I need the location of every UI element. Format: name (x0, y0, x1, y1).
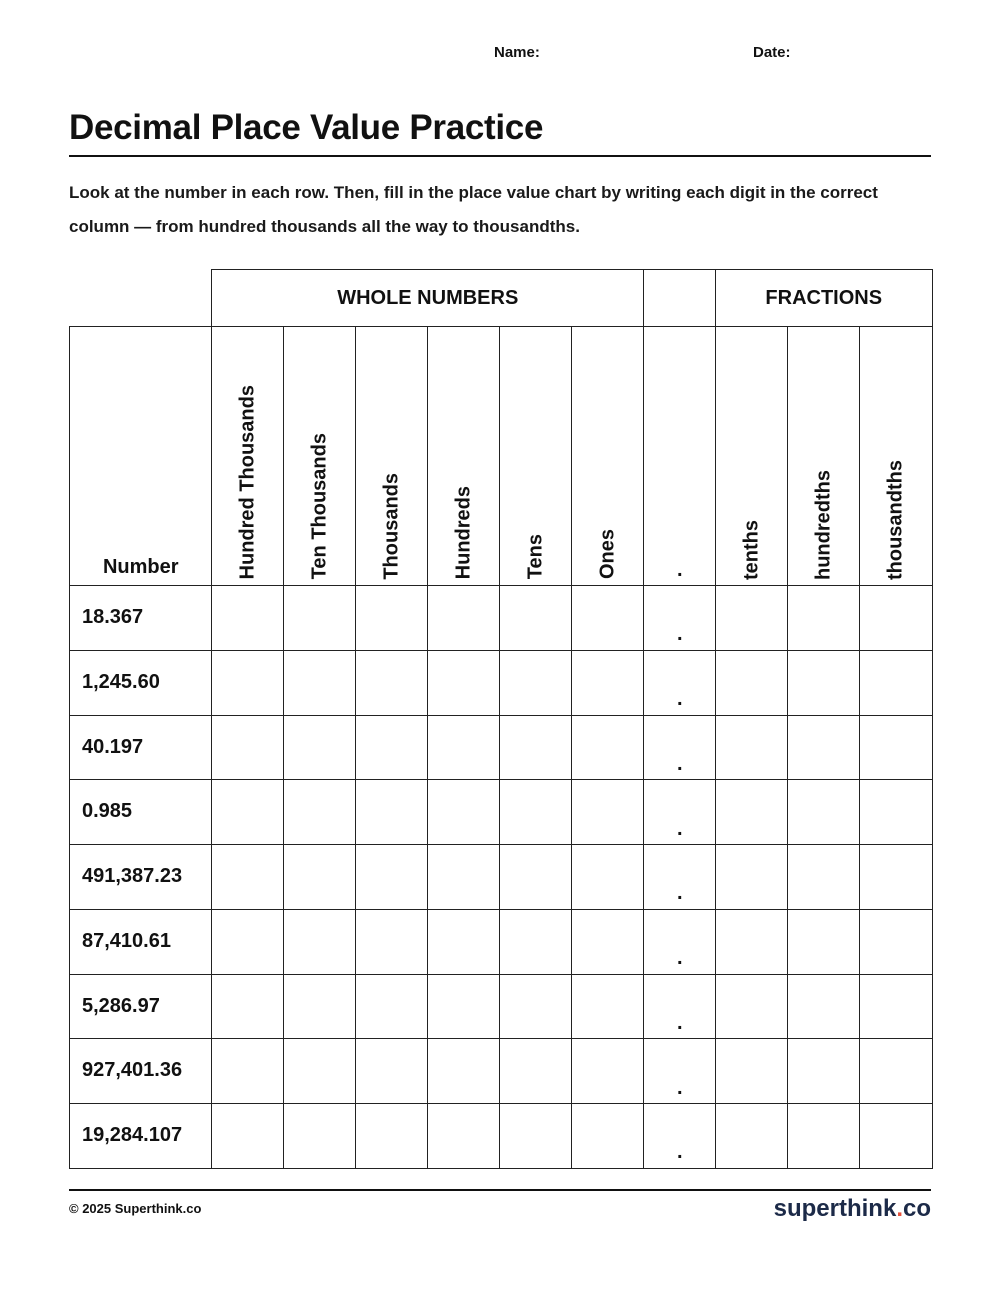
answer-cell[interactable] (211, 715, 285, 781)
answer-cell[interactable] (283, 585, 357, 651)
answer-cell[interactable] (355, 650, 429, 716)
answer-cell[interactable] (499, 844, 573, 910)
column-header-label: Ten Thousands (308, 433, 331, 580)
title-divider (69, 155, 931, 157)
answer-cell[interactable] (859, 1103, 933, 1169)
brand-dot: . (896, 1195, 903, 1222)
answer-cell[interactable] (499, 585, 573, 651)
answer-cell[interactable] (715, 1038, 789, 1104)
answer-cell[interactable] (787, 650, 861, 716)
answer-cell[interactable] (211, 909, 285, 975)
decimal-point-symbol: . (676, 623, 683, 646)
answer-cell[interactable] (715, 1103, 789, 1169)
answer-cell[interactable] (499, 650, 573, 716)
column-header-tenths (715, 326, 789, 587)
answer-cell[interactable] (571, 909, 645, 975)
column-header-label: Hundreds (452, 486, 475, 580)
answer-cell[interactable] (355, 909, 429, 975)
answer-cell[interactable] (715, 779, 789, 845)
answer-cell[interactable] (715, 974, 789, 1040)
column-header-label: tenths (740, 519, 763, 580)
decimal-point-cell (643, 1103, 717, 1169)
row-number-cell: 1,245.60 (69, 650, 213, 716)
column-header-ten-thousands (283, 326, 357, 587)
answer-cell[interactable] (211, 974, 285, 1040)
whole-numbers-group-header: WHOLE NUMBERS (211, 269, 645, 328)
column-header-label: thousandths (884, 459, 907, 580)
decimal-point-symbol: . (676, 752, 683, 775)
answer-cell[interactable] (787, 585, 861, 651)
row-number-cell: 40.197 (69, 715, 213, 781)
column-header-hundredths (787, 326, 861, 587)
row-number-cell: 0.985 (69, 779, 213, 845)
answer-cell[interactable] (571, 585, 645, 651)
answer-cell[interactable] (499, 779, 573, 845)
copyright-text: © 2025 Superthink.co (69, 1201, 202, 1216)
answer-cell[interactable] (211, 650, 285, 716)
instructions-text: Look at the number in each row. Then, fill in the place value chart by writing each digit in the correct column — from hundred thousands all the way to thousandths. (69, 183, 878, 236)
decimal-point-symbol: . (676, 947, 683, 969)
answer-cell[interactable] (571, 650, 645, 716)
answer-cell[interactable] (715, 844, 789, 910)
column-header-hundred-thousands (211, 326, 285, 587)
decimal-point-cell (643, 844, 717, 910)
fractions-group-header: FRACTIONS (715, 269, 933, 328)
answer-cell[interactable] (211, 585, 285, 651)
column-header-label: Hundred Thousands (236, 385, 259, 580)
answer-cell[interactable] (715, 585, 789, 651)
answer-cell[interactable] (211, 1038, 285, 1104)
answer-cell[interactable] (355, 844, 429, 910)
answer-cell[interactable] (355, 974, 429, 1040)
decimal-point-symbol: . (676, 817, 683, 840)
decimal-point-symbol: . (676, 688, 683, 710)
answer-cell[interactable] (211, 844, 285, 910)
brand-name: superthink (773, 1195, 897, 1222)
answer-cell[interactable] (859, 1038, 933, 1104)
column-header-thousands (355, 326, 429, 587)
answer-cell[interactable] (355, 715, 429, 781)
answer-cell[interactable] (571, 1103, 645, 1169)
answer-cell[interactable] (427, 1038, 501, 1104)
answer-cell[interactable] (787, 715, 861, 781)
answer-cell[interactable] (427, 909, 501, 975)
row-number-cell: 927,401.36 (69, 1038, 213, 1104)
answer-cell[interactable] (427, 585, 501, 651)
decimal-point-cell (643, 650, 717, 716)
answer-cell[interactable] (499, 1103, 573, 1169)
row-number-cell: 87,410.61 (69, 909, 213, 975)
column-header-ones (571, 326, 645, 587)
page-title: Decimal Place Value Practice (69, 108, 544, 147)
decimal-point-symbol: . (676, 558, 683, 581)
answer-cell[interactable] (427, 1103, 501, 1169)
date-label: Date: (753, 44, 791, 61)
column-header-label: Ones (596, 529, 619, 580)
answer-cell[interactable] (859, 779, 933, 845)
column-header-label: hundredths (812, 469, 835, 580)
answer-cell[interactable] (787, 844, 861, 910)
decimal-point-cell (643, 909, 717, 975)
answer-cell[interactable] (571, 779, 645, 845)
answer-cell[interactable] (355, 585, 429, 651)
answer-cell[interactable] (355, 779, 429, 845)
column-header-label: Thousands (380, 472, 403, 580)
answer-cell[interactable] (571, 974, 645, 1040)
row-number-cell: 491,387.23 (69, 844, 213, 910)
answer-cell[interactable] (211, 779, 285, 845)
answer-cell[interactable] (211, 1103, 285, 1169)
decimal-point-symbol: . (676, 882, 683, 905)
answer-cell[interactable] (283, 715, 357, 781)
answer-cell[interactable] (427, 779, 501, 845)
decimal-point-symbol: . (676, 1141, 683, 1164)
answer-cell[interactable] (859, 650, 933, 716)
answer-cell[interactable] (283, 974, 357, 1040)
answer-cell[interactable] (715, 909, 789, 975)
answer-cell[interactable] (787, 1038, 861, 1104)
answer-cell[interactable] (283, 844, 357, 910)
answer-cell[interactable] (355, 1038, 429, 1104)
answer-cell[interactable] (283, 779, 357, 845)
decimal-point-symbol: . (676, 1076, 683, 1099)
answer-cell[interactable] (715, 715, 789, 781)
answer-cell[interactable] (787, 909, 861, 975)
decimal-point-cell (643, 974, 717, 1040)
answer-cell[interactable] (499, 1038, 573, 1104)
decimal-point-cell (643, 779, 717, 845)
answer-cell[interactable] (859, 844, 933, 910)
name-label: Name: (494, 44, 540, 61)
decimal-point-symbol: . (676, 1011, 683, 1034)
answer-cell[interactable] (355, 1103, 429, 1169)
column-header-hundreds (427, 326, 501, 587)
answer-cell[interactable] (859, 585, 933, 651)
number-column-header: Number (69, 326, 213, 587)
decimal-point-cell (643, 1038, 717, 1104)
answer-cell[interactable] (427, 715, 501, 781)
answer-cell[interactable] (859, 909, 933, 975)
answer-cell[interactable] (787, 779, 861, 845)
answer-cell[interactable] (859, 715, 933, 781)
answer-cell[interactable] (499, 715, 573, 781)
answer-cell[interactable] (571, 844, 645, 910)
answer-cell[interactable] (283, 1038, 357, 1104)
row-number-cell: 5,286.97 (69, 974, 213, 1040)
answer-cell[interactable] (787, 1103, 861, 1169)
answer-cell[interactable] (283, 650, 357, 716)
column-header-thousandths (859, 326, 933, 587)
answer-cell[interactable] (427, 974, 501, 1040)
brand-tld: co (902, 1195, 931, 1222)
answer-cell[interactable] (571, 1038, 645, 1104)
row-number-cell: 18.367 (69, 585, 213, 651)
decimal-point-cell (643, 715, 717, 781)
answer-cell[interactable] (499, 909, 573, 975)
answer-cell[interactable] (427, 844, 501, 910)
decimal-group-spacer (643, 269, 717, 328)
answer-cell[interactable] (283, 909, 357, 975)
column-header-tens (499, 326, 573, 587)
decimal-point-column-header (643, 326, 717, 587)
answer-cell[interactable] (859, 974, 933, 1040)
brand-logo (774, 1195, 931, 1223)
answer-cell[interactable] (787, 974, 861, 1040)
footer-divider (69, 1189, 931, 1191)
decimal-point-cell (643, 585, 717, 651)
answer-cell[interactable] (427, 650, 501, 716)
row-number-cell: 19,284.107 (69, 1103, 213, 1169)
answer-cell[interactable] (499, 974, 573, 1040)
answer-cell[interactable] (571, 715, 645, 781)
answer-cell[interactable] (283, 1103, 357, 1169)
answer-cell[interactable] (715, 650, 789, 716)
column-header-label: Tens (524, 534, 547, 580)
